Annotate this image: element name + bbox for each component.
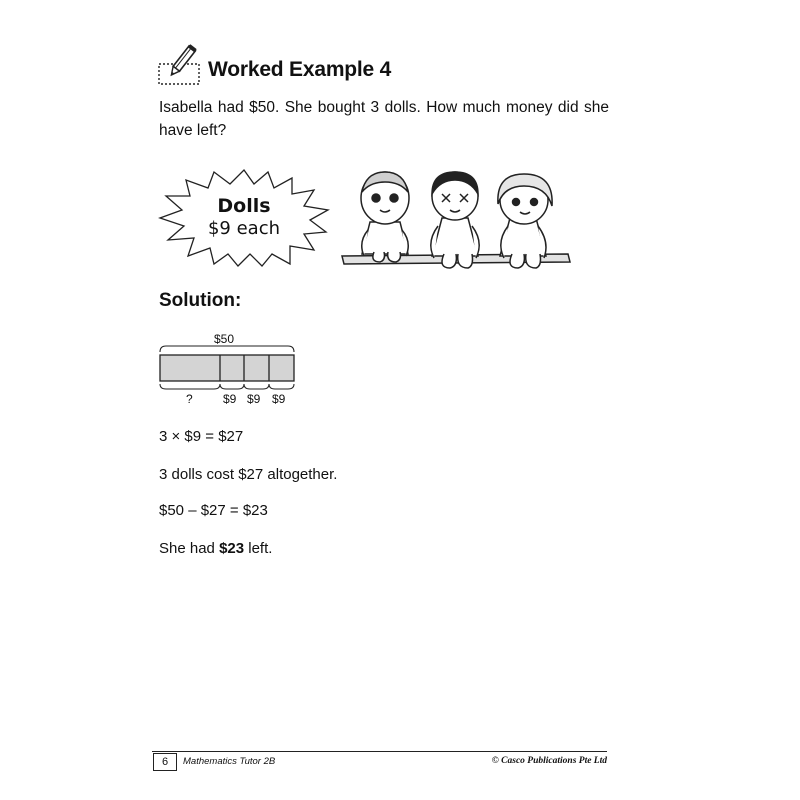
total-label: $50 [214, 332, 235, 346]
pencil-icon [158, 44, 202, 86]
question-text: Isabella had $50. She bought 3 dolls. How much money did she have left? [159, 99, 609, 139]
burst-price: $9 each [207, 218, 281, 239]
copyright-text: © Casco Publications Pte Ltd [491, 756, 607, 766]
step-subtraction: $50 – $27 = $23 [159, 502, 268, 519]
total-brace [160, 346, 294, 352]
answer-suffix: left. [244, 540, 273, 557]
part-label: $9 [247, 392, 261, 406]
doll-2 [431, 172, 479, 268]
answer-sentence [159, 540, 272, 557]
part-brace [244, 384, 269, 389]
burst-title: Dolls [217, 195, 271, 217]
solution-heading: Solution: [159, 290, 242, 311]
part-brace [269, 384, 294, 389]
answer-value: $23 [219, 540, 245, 557]
unknown-label: ? [186, 392, 193, 406]
answer-prefix: She had [159, 540, 220, 557]
book-title: Mathematics Tutor 2B [183, 756, 276, 767]
step-statement: 3 dolls cost $27 altogether. [159, 466, 338, 483]
doll-1 [361, 172, 409, 262]
dolls-illustration [340, 164, 572, 274]
part-brace [220, 384, 244, 389]
page-number: 6 [153, 753, 177, 771]
worked-example-title: Worked Example 4 [208, 58, 392, 81]
unknown-brace [160, 384, 220, 389]
part-label: $9 [272, 392, 286, 406]
bar-whole [160, 355, 294, 381]
doll-3 [498, 174, 552, 268]
step-multiplication: 3 × $9 = $27 [159, 428, 244, 445]
part-label: $9 [223, 392, 237, 406]
footer-rule [152, 751, 607, 752]
bar-model [152, 328, 312, 410]
